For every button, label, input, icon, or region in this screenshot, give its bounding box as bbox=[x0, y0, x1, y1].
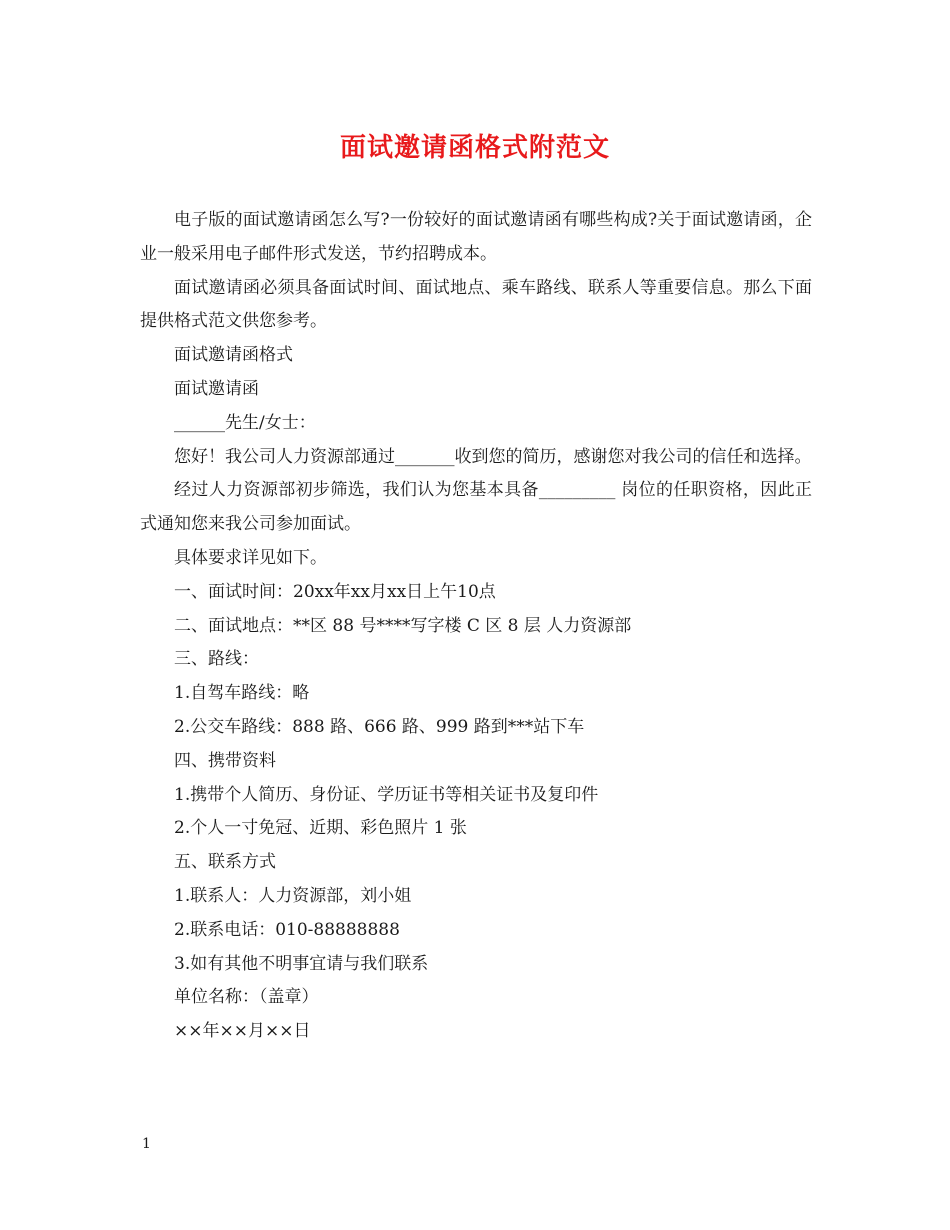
item-materials-photo: 2.个人一寸免冠、近期、彩色照片 1 张 bbox=[174, 818, 467, 839]
document-body bbox=[140, 204, 812, 1049]
item-contact-person: 1.联系人：人力资源部，刘小姐 bbox=[174, 885, 412, 906]
page-number: 1 bbox=[142, 1136, 151, 1152]
item-materials-documents: 1.携带个人简历、身份证、学历证书等相关证书及复印件 bbox=[174, 784, 599, 805]
letter-date: ××年××月××日 bbox=[174, 1021, 311, 1042]
item-interview-location: 二、面试地点：**区 88 号****写字楼 C 区 8 层 人力资源部 bbox=[174, 615, 632, 636]
letter-greeting: 您好！我公司人力资源部通过_______收到您的简历，感谢您对我公司的信任和选择。 bbox=[174, 446, 812, 467]
item-interview-time: 一、面试时间：20xx年xx月xx日上午10点 bbox=[174, 581, 496, 602]
letter-title: 面试邀请函 bbox=[174, 378, 259, 399]
letter-salutation: ______先生/女士： bbox=[174, 412, 316, 433]
paragraph-intro: 电子版的面试邀请函怎么写?一份较好的面试邀请函有哪些构成?关于面试邀请函，企业一般采用电子邮件形式发送，节约招聘成本。 bbox=[140, 210, 812, 264]
paragraph-requirements: 面试邀请函必须具备面试时间、面试地点、乘车路线、联系人等重要信息。那么下面提供格式范文供您参考。 bbox=[140, 277, 812, 332]
item-route-heading: 三、路线： bbox=[174, 649, 259, 670]
section-heading-format: 面试邀请函格式 bbox=[174, 345, 293, 366]
letter-details-intro: 具体要求详见如下。 bbox=[174, 547, 327, 568]
item-contact-other: 3.如有其他不明事宜请与我们联系 bbox=[174, 953, 429, 974]
letter-organization: 单位名称：（盖章） bbox=[174, 987, 319, 1008]
item-materials-heading: 四、携带资料 bbox=[174, 750, 276, 771]
document-title: 面试邀请函格式附范文 bbox=[339, 133, 610, 163]
item-route-bus: 2.公交车路线：888 路、666 路、999 路到***站下车 bbox=[174, 716, 585, 737]
item-contact-heading: 五、联系方式 bbox=[174, 852, 276, 873]
letter-screening: 经过人力资源部初步筛选，我们认为您基本具备_________ 岗位的任职资格，因此正式通知您来我公司参加面试。 bbox=[140, 480, 812, 535]
item-contact-phone: 2.联系电话：010-88888888 bbox=[174, 919, 400, 940]
item-route-car: 1.自驾车路线：略 bbox=[174, 683, 310, 704]
